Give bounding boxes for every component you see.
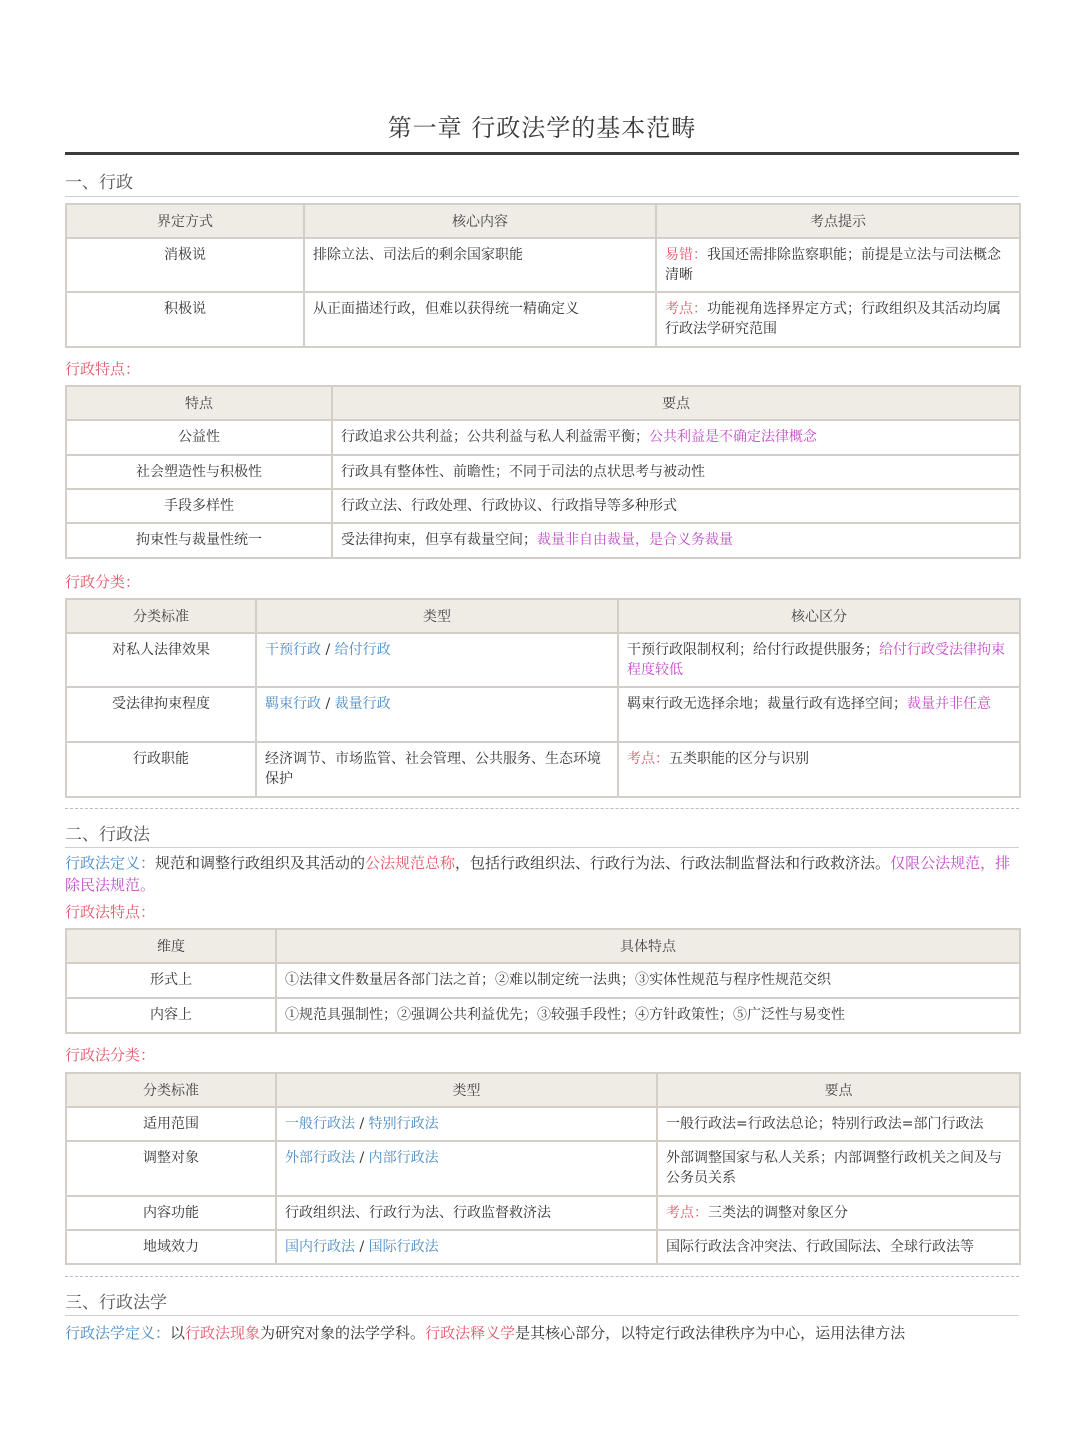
definition-highlight: 公法规范总称 — [365, 854, 456, 872]
table-header: 要点 — [332, 386, 1020, 420]
definition-text: 以 — [170, 1324, 186, 1342]
table-header: 要点 — [657, 1073, 1020, 1107]
table-row — [66, 1230, 1020, 1264]
table-cell: 行政具有整体性、前瞻性；不同于司法的点状思考与被动性 — [332, 455, 1020, 489]
table-row — [66, 687, 1020, 742]
law-features-label: 行政法特点： — [65, 903, 156, 921]
table-cell — [657, 1196, 1020, 1230]
definition-label: 行政法学定义： — [65, 1324, 171, 1342]
table-cell: 受法律拘束程度 — [66, 687, 256, 742]
table-row — [66, 963, 1020, 998]
table-header: 维度 — [66, 929, 276, 963]
type-link: 外部行政法 — [285, 1150, 355, 1166]
table-row — [66, 1107, 1020, 1141]
separator: / — [359, 1116, 365, 1132]
hint-label: 易错： — [665, 247, 707, 263]
definition-text: ，包括行政组织法、行政行为法、行政法制监督法和行政救济法。 — [455, 854, 891, 872]
definition-highlight: 行政法现象 — [185, 1324, 261, 1342]
table-cell: 消极说 — [66, 238, 304, 292]
table-cell: 公益性 — [66, 420, 332, 455]
separator: / — [359, 1150, 365, 1166]
separator: / — [325, 642, 331, 658]
law-features-table — [65, 928, 1021, 1034]
table-cell: 内容功能 — [66, 1196, 276, 1230]
hint-text: 我国还需排除监察职能；前提是立法与司法概念清晰 — [665, 247, 1001, 283]
type-link: 一般行政法 — [285, 1116, 355, 1132]
section-divider-2 — [65, 847, 1019, 848]
classification-label: 行政分类： — [65, 573, 141, 591]
table-cell — [618, 687, 1020, 742]
table-cell — [276, 1107, 657, 1141]
cell-highlight: 裁量非自由裁量，是合义务裁量 — [537, 532, 733, 548]
chapter-title: 第一章 行政法学的基本范畴 — [387, 114, 697, 142]
table-header: 核心内容 — [304, 204, 656, 238]
table-cell: 行政职能 — [66, 742, 256, 797]
type-link: 特别行政法 — [368, 1116, 439, 1132]
table-cell: 调整对象 — [66, 1141, 276, 1196]
section-separator — [65, 1276, 1019, 1277]
table-row — [66, 292, 1020, 347]
table-cell — [618, 633, 1020, 687]
table-row — [66, 742, 1020, 797]
table-cell: 积极说 — [66, 292, 304, 347]
table-cell: 社会塑造性与积极性 — [66, 455, 332, 489]
type-link: 干预行政 — [265, 642, 321, 658]
classification-table — [65, 598, 1021, 798]
cell-text: 五类职能的区分与识别 — [669, 751, 809, 767]
hint-text: 功能视角选择界定方式；行政组织及其活动均属行政法学研究范围 — [665, 301, 1001, 337]
definition-text: 规范和调整行政组织及其活动的 — [155, 854, 366, 872]
table-row — [66, 1196, 1020, 1230]
table-header: 类型 — [256, 599, 618, 633]
section-separator — [65, 808, 1019, 809]
table-cell: 行政组织法、行政行为法、行政监督救济法 — [276, 1196, 657, 1230]
section-heading-3: 三、行政法学 — [65, 1293, 167, 1313]
section-divider-1 — [65, 196, 1019, 197]
features-label: 行政特点： — [65, 360, 141, 378]
table-cell: 适用范围 — [66, 1107, 276, 1141]
table-cell — [618, 742, 1020, 797]
table-cell — [332, 523, 1020, 558]
type-link: 国内行政法 — [285, 1239, 355, 1255]
cell-text: 行政追求公共利益；公共利益与私人利益需平衡； — [341, 429, 649, 445]
table-cell: 排除立法、司法后的剩余国家职能 — [304, 238, 656, 292]
section-divider-3 — [65, 1315, 1019, 1316]
table-header: 分类标准 — [66, 1073, 276, 1107]
law-classification-label: 行政法分类： — [65, 1046, 156, 1064]
title-rule — [65, 152, 1019, 155]
table-header: 核心区分 — [618, 599, 1020, 633]
table-cell: 手段多样性 — [66, 489, 332, 523]
separator: / — [359, 1239, 365, 1255]
table-cell: 经济调节、市场监管、社会管理、公共服务、生态环境保护 — [256, 742, 618, 797]
section-heading-2: 二、行政法 — [65, 825, 150, 845]
definition-highlight: 行政法释义学 — [425, 1324, 516, 1342]
table-header: 特点 — [66, 386, 332, 420]
table-header: 界定方式 — [66, 204, 304, 238]
table-row — [66, 489, 1020, 523]
definition-highlight: 仅限公法规范，排除民法规范。 — [65, 854, 1011, 894]
table-cell — [656, 292, 1020, 347]
table-cell: 对私人法律效果 — [66, 633, 256, 687]
table-header: 具体特点 — [276, 929, 1020, 963]
table-cell: ①法律文件数量居各部门法之首；②难以制定统一法典；③实体性规范与程序性规范交织 — [276, 963, 1020, 998]
law-classification-table — [65, 1072, 1021, 1265]
table-cell — [256, 687, 618, 742]
cell-text: 干预行政限制权利；给付行政提供服务； — [627, 642, 879, 658]
table-cell — [256, 633, 618, 687]
type-link: 裁量行政 — [334, 696, 391, 712]
table-header: 分类标准 — [66, 599, 256, 633]
type-link: 羁束行政 — [265, 696, 321, 712]
table-cell — [332, 420, 1020, 455]
cell-text: 羁束行政无选择余地；裁量行政有选择空间； — [627, 696, 907, 712]
table-cell: 行政立法、行政处理、行政协议、行政指导等多种形式 — [332, 489, 1020, 523]
cell-text: 受法律拘束，但享有裁量空间； — [341, 532, 537, 548]
admin-law-science-definition — [65, 1322, 1019, 1344]
table-cell: 一般行政法=行政法总论；特别行政法=部门行政法 — [657, 1107, 1020, 1141]
table-cell: ①规范具强制性；②强调公共利益优先；③较强手段性；④方针政策性；⑤广泛性与易变性 — [276, 998, 1020, 1033]
definition-text: 是其核心部分，以特定行政法律秩序为中心，运用法律方法 — [515, 1324, 906, 1342]
table-row — [66, 420, 1020, 455]
table-row — [66, 998, 1020, 1033]
table-header: 类型 — [276, 1073, 657, 1107]
hint-label: 考点： — [627, 751, 669, 767]
type-link: 国际行政法 — [368, 1239, 439, 1255]
table-row — [66, 455, 1020, 489]
table-cell: 内容上 — [66, 998, 276, 1033]
cell-text: 三类法的调整对象区分 — [708, 1205, 848, 1221]
table-cell: 从正面描述行政，但难以获得统一精确定义 — [304, 292, 656, 347]
table-row — [66, 523, 1020, 558]
cell-highlight: 公共利益是不确定法律概念 — [649, 429, 817, 445]
table-cell: 外部调整国家与私人关系；内部调整行政机关之间及与公务员关系 — [657, 1141, 1020, 1196]
table-cell: 拘束性与裁量性统一 — [66, 523, 332, 558]
table-header: 考点提示 — [656, 204, 1020, 238]
table-cell — [276, 1141, 657, 1196]
table-cell — [276, 1230, 657, 1264]
table-cell: 国际行政法含冲突法、行政国际法、全球行政法等 — [657, 1230, 1020, 1264]
table-cell: 地域效力 — [66, 1230, 276, 1264]
cell-highlight: 裁量并非任意 — [907, 696, 991, 712]
type-link: 给付行政 — [334, 642, 391, 658]
table-cell: 形式上 — [66, 963, 276, 998]
table-row — [66, 238, 1020, 292]
table-row — [66, 1141, 1020, 1196]
admin-law-definition — [65, 852, 1019, 896]
definition-table — [65, 203, 1021, 348]
definition-label: 行政法定义： — [65, 854, 156, 872]
cell-highlight: 给付行政受法律拘束程度较低 — [627, 642, 1005, 678]
hint-label: 考点： — [666, 1205, 708, 1221]
separator: / — [325, 696, 331, 712]
table-row — [66, 633, 1020, 687]
hint-label: 考点： — [665, 301, 707, 317]
section-heading-1: 一、行政 — [65, 173, 133, 193]
table-cell — [656, 238, 1020, 292]
features-table — [65, 385, 1021, 559]
type-link: 内部行政法 — [368, 1150, 439, 1166]
definition-text: 为研究对象的法学学科。 — [260, 1324, 426, 1342]
